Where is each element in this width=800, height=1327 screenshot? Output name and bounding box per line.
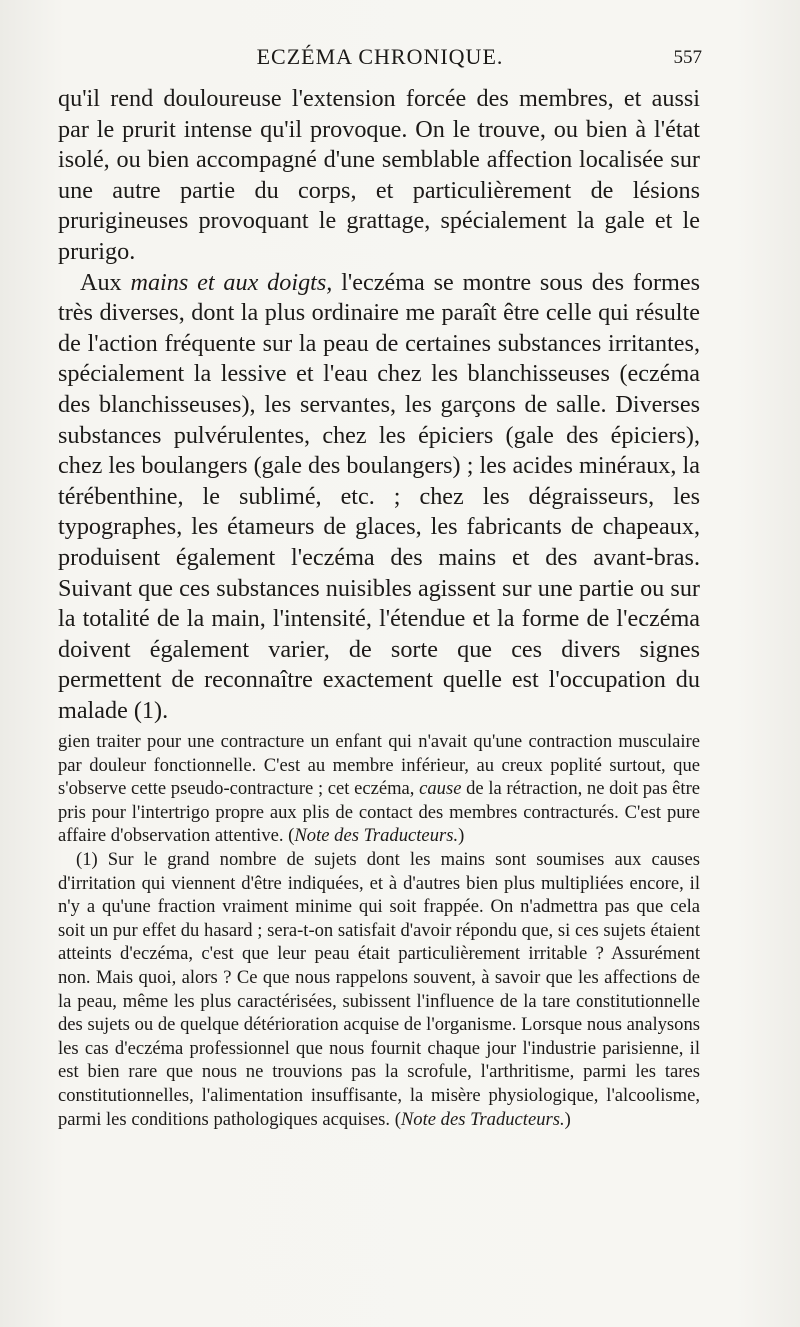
- footnote-continuation: [58, 730, 700, 848]
- footnote-1-text: (1) Sur le grand nombre de sujets dont les mains sont soumises aux causes d'irritation qui viennent d'être indiquées, et à d'autres bien plus multipliées encore, il n'y a qu'une fraction vraiment minime qui soit frappée. On n'admettra pas que cela soit un pur effet du hasard ; sera-t-on satisfait d'avoir répondu que, si ces sujets étaient atteints d'eczéma, c'est que leur peau était particulièrement irritable ? Assurément non. Mais quoi, alors ? Ce que nous rappelons souvent, à savoir que les affections de la peau, même les plus caractérisées, subissent l'influence de la tare constitutionnelle des sujets ou de quelque détérioration acquise de l'organisme. Lorsque nous analysons les cas d'eczéma professionnel que nous fournit chaque jour l'industrie parisienne, il est bien rare que nous ne trouvions pas la scrofule, l'arthritisme, parmi les tares constitutionnelles, l'alimentation insuffisante, la misère physiologique, l'alcoolisme, parmi les conditions pathologiques acquises. (: [58, 848, 700, 1130]
- footnote-1-end: ): [564, 1108, 571, 1130]
- page-header: [58, 44, 702, 74]
- paragraph-2-rest: l'eczéma se montre sous des formes très diverses, dont la plus ordinaire me paraît être celle qui résulte de l'action fréquente sur la peau de certaines substances irritantes, spécialement la lessive et l'eau chez les blanchisseuses (eczéma des blanchisseuses), les servantes, les garçons de salle. Diverses substances pulvérulentes, chez les épiciers (gale des épiciers), chez les boulangers (gale des boulangers) ; les acides minéraux, la térébenthine, le sublimé, etc. ; chez les dégraisseurs, les typographes, les étameurs de glaces, les fabricants de chapeaux, produisent également l'eczéma des mains et des avant-bras. Suivant que ces substances nuisibles agissent sur une partie ou sur la totalité de la main, l'intensité, l'étendue et la forme de l'eczéma doivent également varier, de sorte que ces divers signes permettent de reconnaître exactement quelle est l'occupation du malade (1).: [58, 268, 701, 724]
- footnote-continuation-end: ): [458, 825, 465, 847]
- paragraph-2-italic: mains et aux doigts,: [130, 268, 333, 296]
- footnote-continuation-text-a: gien traiter pour une contracture un enfant qui n'avait qu'une contraction musculaire par douleur fonctionnelle. C'est au membre inférieur, au creux poplité surtout, que s'observe cette pseudo-contracture ; cet eczéma,: [58, 731, 700, 800]
- paragraph-2-start: Aux: [80, 268, 131, 296]
- footnote-1: [58, 848, 700, 1131]
- page-number: 557: [673, 47, 702, 68]
- footnote-continuation-text-b: de la rétraction, ne doit pas être pris pour l'intertrigo propre aux plis de contact des membres contracturés. C'est pure affaire d'observation attentive. (: [58, 778, 701, 847]
- paragraph-1: [58, 84, 700, 268]
- main-text: [58, 84, 700, 726]
- paragraph-2: [58, 268, 700, 727]
- footnote-continuation-cause: cause: [419, 778, 462, 800]
- footnote-1-note: Note des Traducteurs.: [400, 1108, 565, 1130]
- running-title: ECZÉMA CHRONIQUE.: [256, 44, 504, 69]
- paragraph-1-text: qu'il rend douloureuse l'extension forcée des membres, et aussi par le prurit intense qu'il provoque. On le trouve, ou bien à l'état isolé, ou bien accompagné d'une semblable affection localisée sur une autre partie du corps, et particulièrement de lésions prurigineuses provoquant le grattage, spécialement la gale et le prurigo.: [58, 85, 700, 265]
- footnotes: [58, 730, 700, 1131]
- footnote-continuation-note: Note des Traducteurs.: [294, 825, 459, 847]
